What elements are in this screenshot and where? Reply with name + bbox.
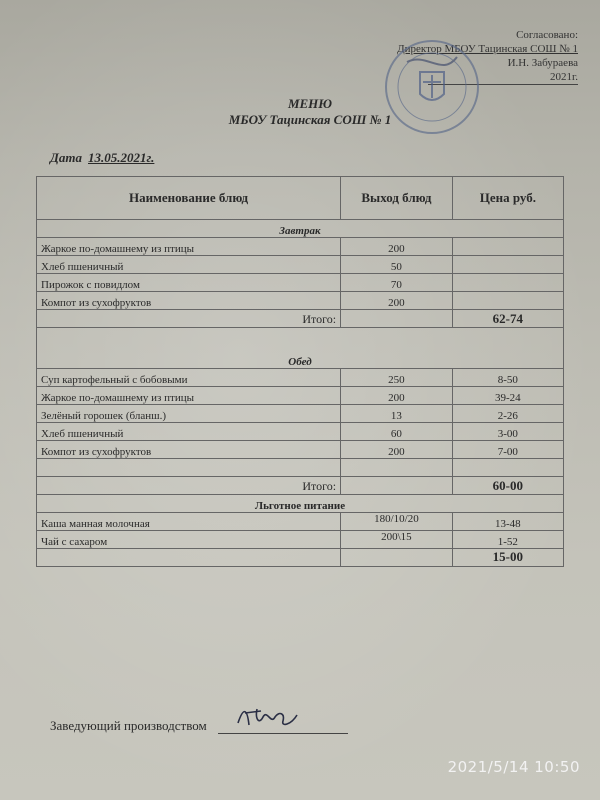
dish-yield: 70 — [341, 274, 453, 292]
table-row — [37, 405, 564, 423]
table-row — [37, 292, 564, 310]
total-row-lunch — [37, 477, 564, 495]
empty-cell — [341, 477, 453, 495]
total-row-breakfast — [37, 310, 564, 328]
dish-price: 2-26 — [452, 405, 563, 423]
dish-name: Жаркое по-домашнему из птицы — [37, 387, 341, 405]
total-value-discount: 15-00 — [452, 549, 563, 567]
date-line — [50, 150, 154, 166]
dish-yield: 13 — [341, 405, 453, 423]
dish-yield: 200\15 — [341, 531, 453, 549]
approval-name: И.Н. Забураева — [507, 57, 578, 69]
menu-title-block — [180, 96, 440, 128]
school-name: МБОУ Тацинская СОШ № 1 — [228, 112, 392, 127]
signature-line — [50, 718, 348, 734]
column-header-price: Цена руб. — [452, 177, 563, 220]
dish-name: Чай с сахаром — [37, 531, 341, 549]
dish-name: Хлеб пшеничный — [37, 423, 341, 441]
total-row-discount — [37, 549, 564, 567]
menu-title: МЕНЮ — [287, 96, 333, 111]
empty-cell — [341, 549, 453, 567]
dish-price — [452, 292, 563, 310]
table-row — [37, 274, 564, 292]
dish-yield: 200 — [341, 292, 453, 310]
section-title-discount: Льготное питание — [37, 495, 564, 513]
dish-yield: 200 — [341, 441, 453, 459]
dish-price: 39-24 — [452, 387, 563, 405]
approval-heading: Согласовано: — [516, 29, 578, 41]
table-row — [37, 513, 564, 531]
table-header-row — [37, 177, 564, 220]
dish-price — [452, 238, 563, 256]
dish-name: Хлеб пшеничный — [37, 256, 341, 274]
empty-row — [37, 459, 564, 477]
dish-name: Компот из сухофруктов — [37, 292, 341, 310]
dish-name: Зелёный горошек (бланш.) — [37, 405, 341, 423]
table-row — [37, 256, 564, 274]
empty-cell — [341, 310, 453, 328]
dish-price: 8-50 — [452, 369, 563, 387]
dish-name: Каша манная молочная — [37, 513, 341, 531]
section-title-breakfast: Завтрак — [37, 220, 564, 238]
date-label: Дата — [50, 150, 82, 165]
signature-field — [218, 719, 348, 734]
section-discount — [37, 495, 564, 513]
section-breakfast — [37, 220, 564, 238]
approval-director: Директор МБОУ Тацинская СОШ № 1 — [397, 43, 578, 55]
dish-price — [452, 256, 563, 274]
dish-price: 3-00 — [452, 423, 563, 441]
dish-name: Пирожок с повидлом — [37, 274, 341, 292]
dish-yield: 60 — [341, 423, 453, 441]
total-value-lunch: 60-00 — [452, 477, 563, 495]
empty-cell — [452, 459, 563, 477]
dish-yield: 200 — [341, 387, 453, 405]
dish-name: Суп картофельный с бобовыми — [37, 369, 341, 387]
dish-name: Жаркое по-домашнему из птицы — [37, 238, 341, 256]
dish-yield: 200 — [341, 238, 453, 256]
column-header-yield: Выход блюд — [341, 177, 453, 220]
table-row — [37, 531, 564, 549]
signature-label: Заведующий производством — [50, 718, 207, 733]
total-value-breakfast: 62-74 — [452, 310, 563, 328]
dish-yield: 250 — [341, 369, 453, 387]
empty-cell — [37, 549, 341, 567]
column-header-dish: Наименование блюд — [37, 177, 341, 220]
table-row — [37, 238, 564, 256]
dish-yield: 50 — [341, 256, 453, 274]
section-title-lunch: Обед — [37, 328, 564, 369]
total-label: Итого: — [37, 310, 341, 328]
date-value: 13.05.2021г. — [88, 150, 155, 165]
dish-price: 7-00 — [452, 441, 563, 459]
empty-cell — [37, 459, 341, 477]
dish-yield: 180/10/20 — [341, 513, 453, 531]
table-row — [37, 387, 564, 405]
handwritten-signature-icon — [233, 703, 313, 731]
dish-price: 1-52 — [452, 531, 563, 549]
dish-price: 13-48 — [452, 513, 563, 531]
total-label: Итого: — [37, 477, 341, 495]
table-row — [37, 441, 564, 459]
dish-name: Компот из сухофруктов — [37, 441, 341, 459]
table-row — [37, 369, 564, 387]
section-lunch — [37, 328, 564, 369]
empty-cell — [341, 459, 453, 477]
table-row — [37, 423, 564, 441]
menu-table — [36, 176, 564, 567]
approval-year: 2021г. — [428, 70, 578, 85]
camera-timestamp: 2021/5/14 10:50 — [447, 758, 580, 776]
dish-price — [452, 274, 563, 292]
